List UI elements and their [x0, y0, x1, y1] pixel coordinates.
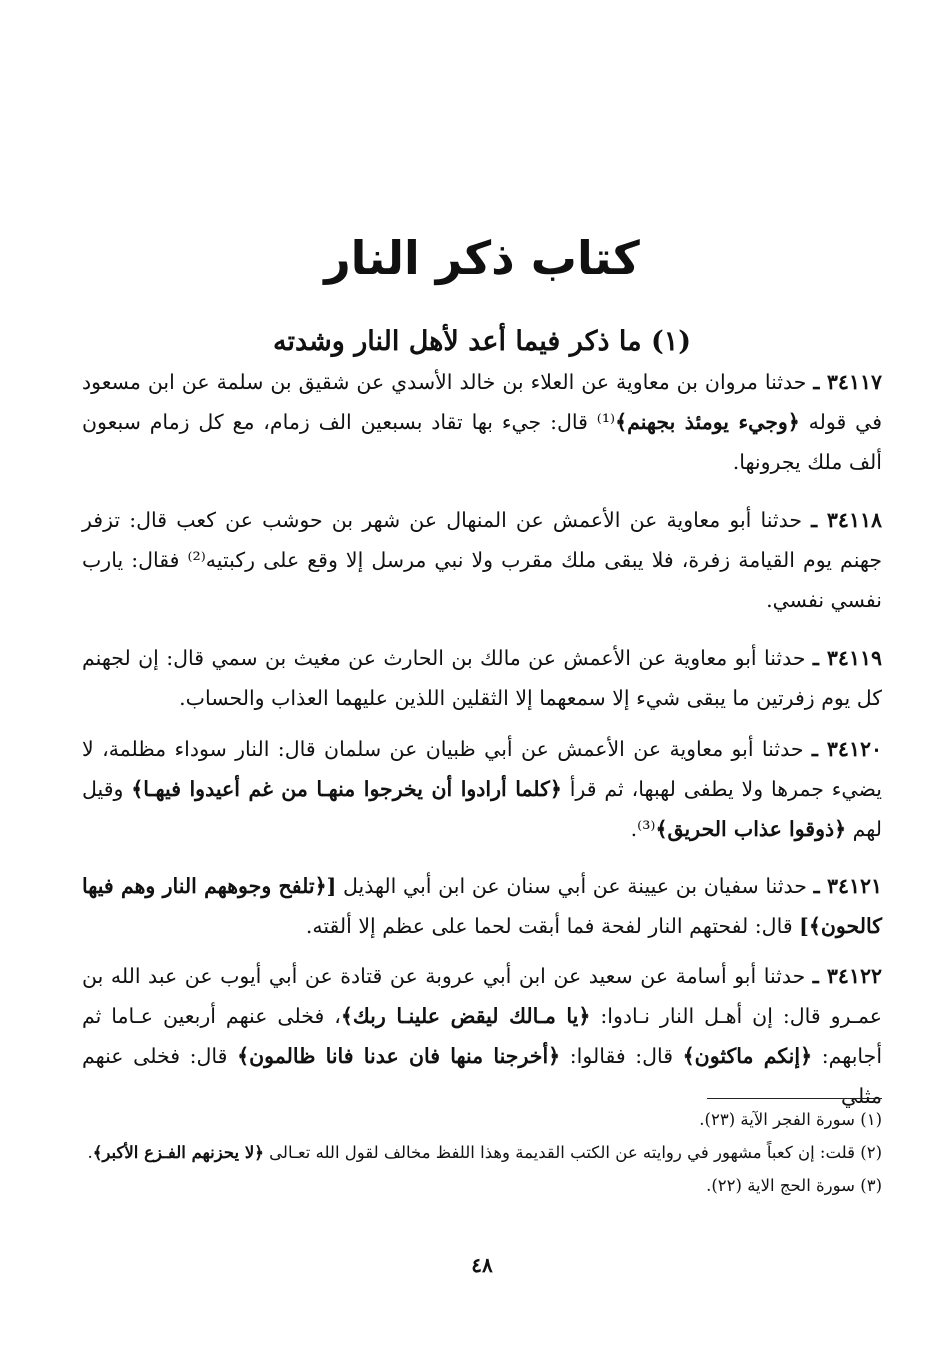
hadith-text: قال: فخلى عنهم مثلي [82, 1044, 882, 1108]
book-page [82, 0, 882, 1365]
hadith-34119 [82, 638, 882, 718]
hadith-34120 [82, 729, 882, 849]
hadith-text: حدثنا أبو معاوية عن الأعمش عن أبي ظبيان عن سلمان قال: النار سوداء مظلمة، لا يضيء جمرها ولا يطفى لهبها، ثم قرأ [82, 737, 882, 801]
hadith-34121 [82, 866, 882, 946]
hadith-number: ٣٤١١٧ ـ [813, 370, 882, 394]
hadith-number: ٣٤١٢٢ ـ [812, 964, 882, 988]
hadith-number: ٣٤١١٩ ـ [812, 646, 882, 670]
footnote-text: (٣) سورة الحج الاية (٢٢). [706, 1176, 882, 1195]
hadith-text: قال: فقالوا: [560, 1044, 683, 1068]
hadith-number: ٣٤١١٨ ـ [811, 508, 882, 532]
footnote-1 [82, 1103, 882, 1136]
hadith-text: ⁽³⁾. [630, 817, 656, 841]
quran-verse: ﴿إنكم ماكثون﴾ [682, 1044, 813, 1068]
footnote-divider [707, 1098, 882, 1099]
hadith-text: حدثنا أبو معاوية عن الأعمش عن مالك بن الحارث عن مغيث بن سمي قال: إن لجهنم كل يوم زفرتين ما يبقى شيء إلا سمعهما إلا الثقلين اللذين عليهما العذاب والحساب. [82, 646, 882, 710]
hadith-34118 [82, 500, 882, 620]
hadith-34117 [82, 362, 882, 482]
footnote-text: . [87, 1143, 93, 1162]
hadith-text: ⁽¹⁾ قال: جيء بها تقاد بسبعين الف زمام، مع كل زمام سبعون ألف ملك يجرونها. [82, 410, 882, 474]
book-title: كتاب ذكر النار [324, 231, 640, 285]
quran-verse: ﴿وجيء يومئذ بجهنم﴾ [615, 410, 800, 434]
quran-verse: [﴿تلفح وجوههم النار وهم فيها كالحون﴾] [82, 874, 882, 938]
hadith-text: ، فخلى عنهم أربعين عـاما ثم أجابهم: [82, 1004, 883, 1068]
hadith-text: حدثنا أبو أسامة عن سعيد عن ابن أبي عروبة عن قتادة عن أبي أيوب عن عبد الله بن عمـرو قال: إن أهـل النار نـادوا: [82, 964, 882, 1028]
footnote-text: (١) سورة الفجر الآية (٢٣). [699, 1110, 882, 1129]
quran-verse: ﴿لا يحزنهم الفـزع الأكبر﴾ [92, 1143, 264, 1162]
hadith-number: ٣٤١٢٠ ـ [811, 737, 882, 761]
footnote-2 [82, 1136, 882, 1169]
quran-verse: ﴿ذوقوا عذاب الحريق﴾ [655, 817, 847, 841]
hadith-text: وقيل لهم [82, 777, 882, 841]
hadith-34122 [82, 956, 882, 1116]
chapter-title: (١) ما ذكر فيما أعد لأهل النار وشدته [272, 326, 692, 357]
quran-verse: ﴿كلما أرادوا أن يخرجوا منهـا من غم أعيدوا فيهـا﴾ [131, 777, 562, 801]
footnote-3 [82, 1169, 882, 1202]
quran-verse: ﴿أخرجنا منها فان عدنا فانا ظالمون﴾ [237, 1044, 561, 1068]
hadith-number: ٣٤١٢١ ـ [813, 874, 882, 898]
quran-verse: ﴿يا مـالك ليقض علينـا ربك﴾ [340, 1004, 591, 1028]
page-number: ٤٨ [471, 1253, 493, 1277]
footnote-text: (٢) قلت: إن كعباً مشهور في روايته عن الكتب القديمة وهذا اللفظ مخالف لقول الله تعـالى [263, 1143, 882, 1162]
footnotes [82, 1103, 882, 1202]
hadith-text: قال: لفحتهم النار لفحة فما أبقت لحما على عظم إلا ألقته. [305, 914, 800, 938]
hadith-text: حدثنا مروان بن معاوية عن العلاء بن خالد الأسدي عن شقيق بن سلمة عن ابن مسعود في قوله [82, 370, 882, 434]
hadith-text: حدثنا أبو معاوية عن الأعمش عن المنهال عن شهر بن حوشب عن كعب قال: تزفر جهنم يوم القيامة زفرة، فلا يبقى ملك مقرب ولا نبي مرسل إلا وقع على ركبتيه⁽²⁾ فقال: يارب نفسي نفسي. [82, 508, 883, 612]
hadith-text: حدثنا سفيان بن عيينة عن أبي سنان عن ابن أبي الهذيل [336, 874, 814, 898]
